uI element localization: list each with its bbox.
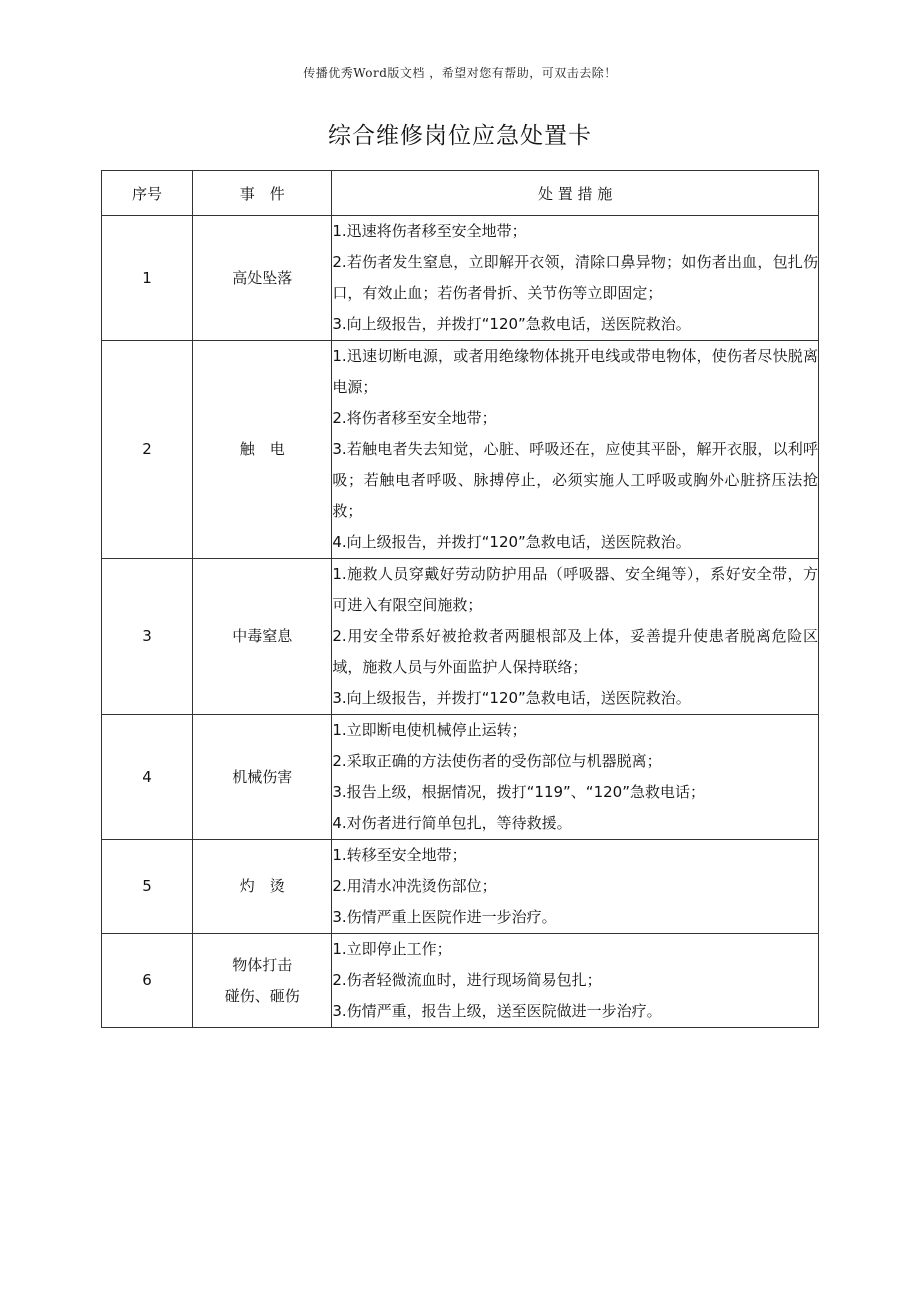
table-row — [102, 934, 819, 1028]
measure-item: 1.转移至安全地带； — [332, 846, 467, 864]
measure-item: 4.对伤者进行简单包扎，等待救援。 — [332, 814, 572, 832]
event-cell — [193, 715, 332, 840]
measure-item: 1.立即停止工作； — [332, 940, 452, 958]
measures-cell — [332, 216, 819, 341]
row-number: 2 — [102, 341, 193, 559]
measure-item: 3.报告上级，根据情况，拨打“119”、“120”急救电话； — [332, 783, 705, 801]
measures-cell — [332, 559, 819, 715]
header-measures: 处 置 措 施 — [332, 171, 819, 216]
measure-item: 2.采取正确的方法使伤者的受伤部位与机器脱离； — [332, 752, 662, 770]
header-event: 事 件 — [193, 171, 332, 216]
event-name-line-2: 碰伤、砸伤 — [224, 986, 300, 1005]
event-name: 中毒窒息 — [232, 627, 293, 645]
measure-item: 1.迅速将伤者移至安全地带； — [332, 222, 527, 240]
row-number: 4 — [102, 715, 193, 840]
measure-item: 4.向上级报告，并拨打“120”急救电话，送医院救治。 — [332, 533, 691, 551]
row-number: 1 — [102, 216, 193, 341]
measure-item: 2.用安全带系好被抢救者两腿根部及上体，妥善提升使患者脱离危险区域，施救人员与外面监护人保持联络； — [332, 627, 818, 676]
measure-item: 1.立即断电使机械停止运转； — [332, 721, 527, 739]
measure-item: 2.将伤者移至安全地带； — [332, 409, 497, 427]
event-cell — [193, 216, 332, 341]
emergency-response-table — [101, 170, 819, 1028]
measure-item: 3.若触电者失去知觉，心脏、呼吸还在，应使其平卧，解开衣服，以利呼吸；若触电者呼吸、脉搏停止，必须实施人工呼吸或胸外心脏挤压法抢救； — [332, 440, 818, 520]
event-name: 机械伤害 — [232, 767, 293, 786]
measure-item: 2.若伤者发生窒息，立即解开衣领，清除口鼻异物；如伤者出血，包扎伤口，有效止血；若伤者骨折、关节伤等立即固定； — [332, 253, 818, 302]
page-title: 综合维修岗位应急处置卡 — [328, 123, 592, 149]
event-name: 物体打击 — [232, 955, 293, 974]
measure-item: 2.伤者轻微流血时，进行现场简易包扎； — [332, 971, 602, 989]
measures-cell — [332, 934, 819, 1028]
table-header-row — [102, 171, 819, 216]
row-number: 5 — [102, 840, 193, 934]
measure-item: 1.迅速切断电源，或者用绝缘物体挑开电线或带电物体，使伤者尽快脱离电源； — [332, 347, 818, 396]
row-number: 3 — [102, 559, 193, 715]
measures-cell — [332, 341, 819, 559]
event-cell — [193, 840, 332, 934]
measures-cell — [332, 715, 819, 840]
measure-item: 3.伤情严重，报告上级，送至医院做进一步治疗。 — [332, 1002, 662, 1020]
measure-item: 3.向上级报告，并拨打“120”急救电话，送医院救治。 — [332, 689, 691, 707]
measure-item: 3.向上级报告，并拨打“120”急救电话，送医院救治。 — [332, 315, 691, 333]
event-name: 灼 烫 — [239, 877, 285, 895]
row-number: 6 — [102, 934, 193, 1028]
table-row — [102, 341, 819, 559]
event-name: 触 电 — [239, 440, 285, 458]
table-row — [102, 559, 819, 715]
table-row — [102, 216, 819, 341]
measure-item: 2.用清水冲洗烫伤部位； — [332, 877, 497, 895]
measures-cell — [332, 840, 819, 934]
event-cell — [193, 934, 332, 1028]
measure-item: 1.施救人员穿戴好劳动防护用品（呼吸器、安全绳等），系好安全带，方可进入有限空间施救； — [332, 565, 818, 614]
event-name: 高处坠落 — [232, 268, 293, 287]
measure-item: 3.伤情严重上医院作进一步治疗。 — [332, 908, 557, 926]
watermark-text: 传播优秀Word版文档 ，希望对您有帮助，可双击去除！ — [303, 66, 617, 80]
event-cell — [193, 341, 332, 559]
table-row — [102, 715, 819, 840]
event-cell — [193, 559, 332, 715]
header-no: 序号 — [102, 171, 193, 216]
table-row — [102, 840, 819, 934]
